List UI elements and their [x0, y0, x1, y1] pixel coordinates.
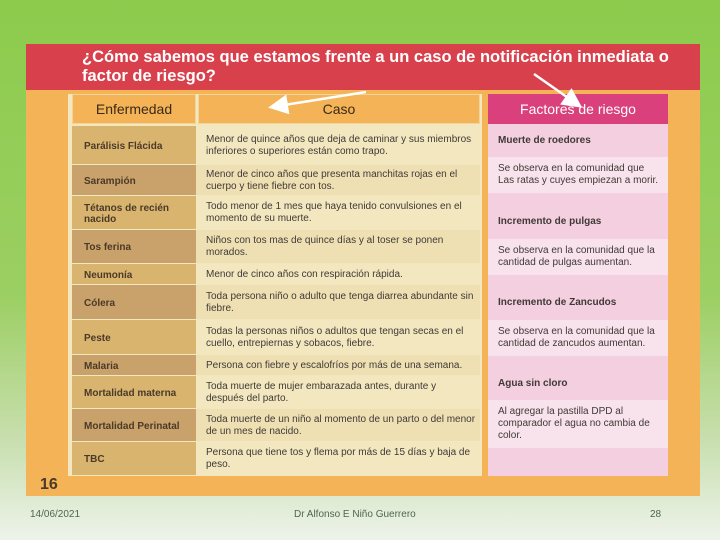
- case-cell: Niños con tos mas de quince días y al toser se ponen morados.: [206, 235, 444, 258]
- risk-text: Se observa en la comunidad que Las ratas y cuyes empiezan a morir.: [488, 157, 668, 193]
- risk-title: Muerte de roedores: [488, 126, 668, 156]
- risk-title: Incremento de pulgas: [488, 206, 668, 238]
- risk-text: Se observa en la comunidad que la cantidad de zancudos aumentan.: [488, 320, 668, 356]
- disease-cell: Sarampión: [72, 165, 196, 195]
- risk-title: Agua sin cloro: [488, 369, 668, 399]
- disease-cell: Neumonía: [72, 264, 196, 284]
- case-cell: Toda persona niño o adulto que tenga diarrea abundante sin fiebre.: [206, 290, 474, 314]
- footer-author: Dr Alfonso E Niño Guerrero: [294, 509, 416, 520]
- risk-title: Incremento de Zancudos: [488, 287, 668, 319]
- table-row: [72, 355, 480, 375]
- case-cell: Menor de quince años que deja de caminar y sus miembros inferiores o superiores están como trapo.: [206, 133, 472, 157]
- case-cell: Toda muerte de mujer embarazada antes, durante y después del parto.: [206, 380, 437, 404]
- disease-cell: Mortalidad Perinatal: [72, 409, 196, 441]
- disease-cell: TBC: [72, 442, 196, 475]
- table-row: [72, 285, 480, 319]
- table-row: [72, 126, 480, 164]
- table-row: [72, 320, 480, 354]
- header-risk-factors: Factores de riesgo: [488, 94, 668, 124]
- table-row: [72, 376, 480, 408]
- case-cell: Persona que tiene tos y flema por más de 15 días y baja de peso.: [206, 447, 471, 470]
- header-disease: Enfermedad: [72, 94, 196, 124]
- case-cell: Persona con fiebre y escalofríos por más de una semana.: [206, 359, 463, 371]
- disease-cell: Parálisis Flácida: [72, 126, 196, 164]
- risk-text: Al agregar la pastilla DPD al comparador el agua no cambia de color.: [488, 400, 668, 448]
- disease-cell: Malaria: [72, 355, 196, 375]
- disease-cell: Peste: [72, 320, 196, 354]
- table-row: [72, 196, 480, 229]
- disease-cell: Tos ferina: [72, 230, 196, 263]
- table-row: [72, 230, 480, 263]
- photo-page-number: 16: [40, 476, 58, 493]
- table-row: [72, 409, 480, 441]
- case-cell: Toda muerte de un niño al momento de un parto o del menor de un mes de nacido.: [206, 413, 476, 437]
- case-cell: Menor de cinco años con respiración rápida.: [206, 268, 403, 280]
- disease-cell: Cólera: [72, 285, 196, 319]
- risk-text: Se observa en la comunidad que la cantidad de pulgas aumentan.: [488, 239, 668, 275]
- footer-date: 14/06/2021: [30, 509, 81, 520]
- case-cell: Todas la personas niños o adultos que tengan secas en el cuello, entrepiernas y sobacos, fiebre.: [206, 325, 464, 349]
- banner-title: ¿Cómo sabemos que estamos frente a un caso de notificación inmediata o factor de riesgo?: [82, 48, 669, 85]
- disease-cell: Tétanos de recién nacido: [72, 196, 196, 229]
- document-photo: [26, 44, 700, 496]
- footer-slide-number: 28: [650, 509, 662, 520]
- header-case: Caso: [198, 94, 480, 124]
- case-cell: Menor de cinco años que presenta manchitas rojas en el cuerpo y tiene fiebre con tos.: [206, 168, 458, 192]
- table-row: [72, 442, 480, 475]
- table-row: [72, 264, 480, 284]
- table-row: [72, 165, 480, 195]
- case-cell: Todo menor de 1 mes que haya tenido convulsiones en el momento de su muerte.: [206, 201, 462, 224]
- disease-cell: Mortalidad materna: [72, 376, 196, 408]
